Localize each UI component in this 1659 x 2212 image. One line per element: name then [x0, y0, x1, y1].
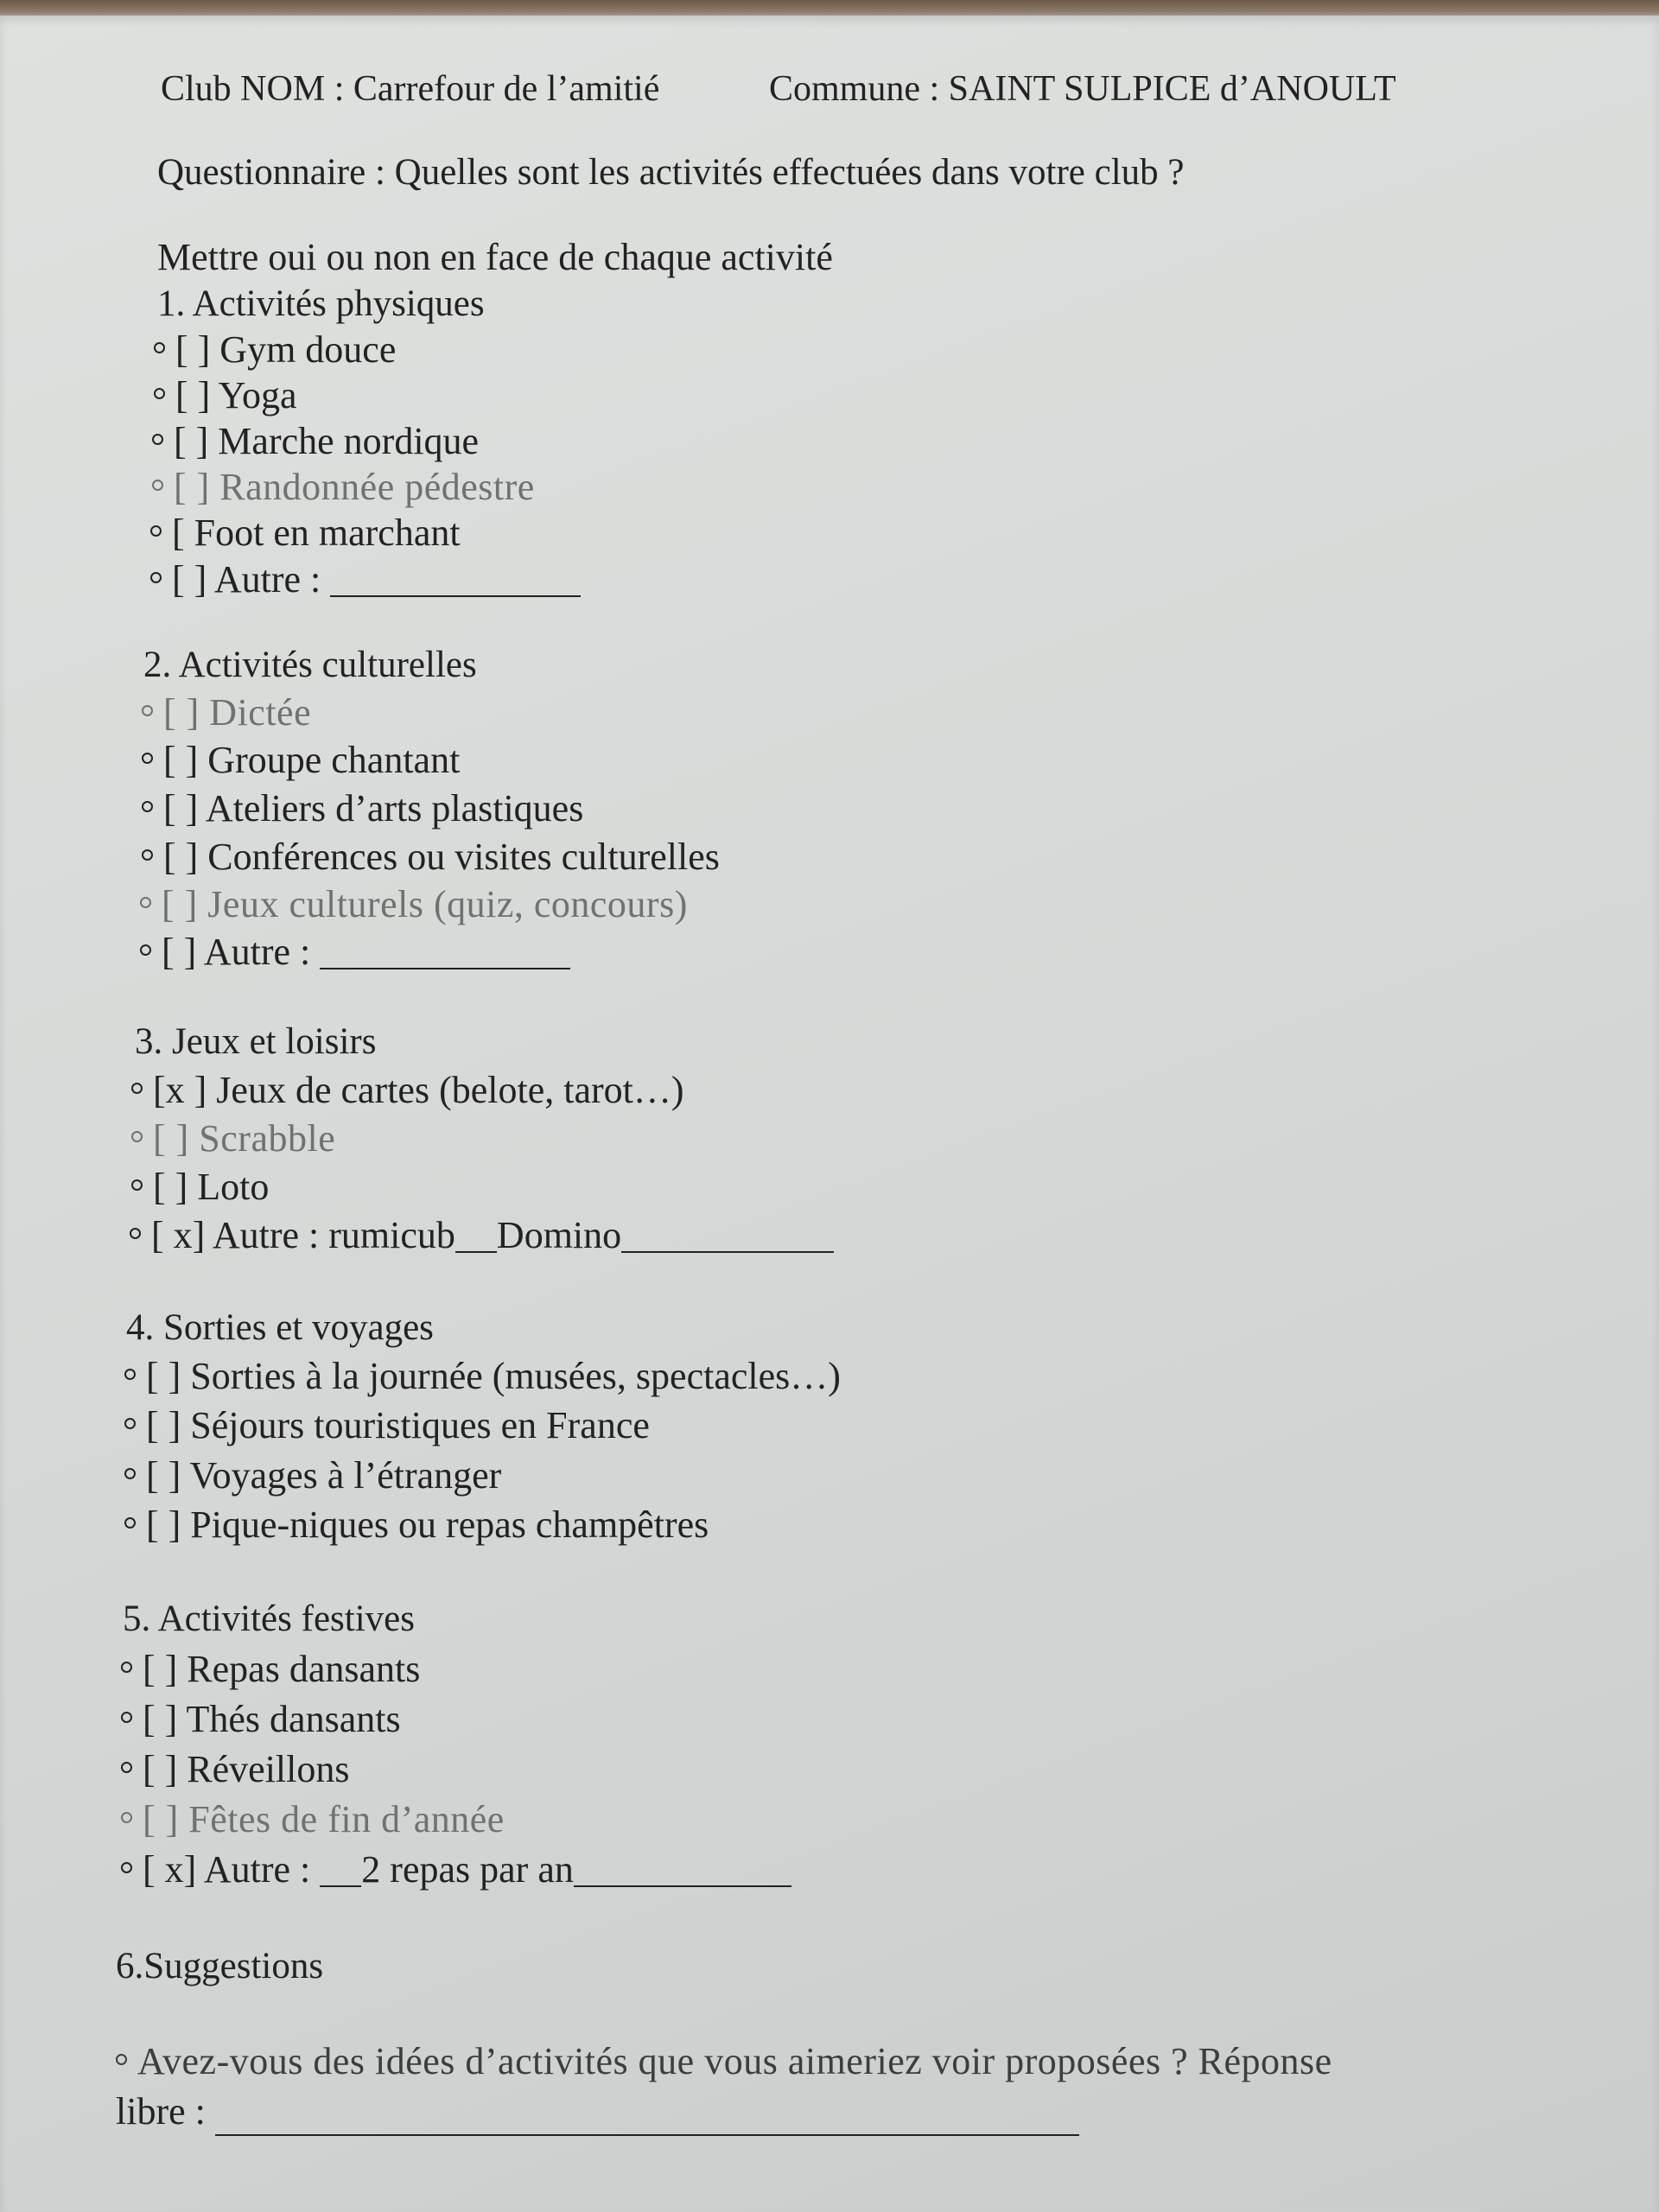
section-title: 5. Activités festives	[123, 1599, 415, 1639]
item-label: [ ] Thés dansants	[143, 1698, 401, 1740]
bullet-icon	[150, 525, 162, 537]
answer-blank	[330, 595, 581, 597]
club-name: Club NOM : Carrefour de l’amitié	[161, 69, 660, 109]
bullet-icon	[140, 944, 151, 956]
bullet-icon	[131, 1083, 143, 1094]
list-item	[121, 1798, 505, 1840]
item-label: [ ] Gym douce	[175, 328, 397, 371]
list-item	[124, 1404, 650, 1446]
list-item	[152, 420, 480, 462]
answer-blank	[320, 968, 570, 969]
bullet-icon	[150, 572, 162, 583]
bullet-icon	[121, 1712, 132, 1723]
list-item	[140, 883, 688, 925]
bullet-icon	[142, 849, 153, 861]
item-label: [ ] Conférences ou visites culturelles	[163, 836, 720, 878]
answer-text: Domino	[496, 1214, 622, 1256]
item-label: [ ] Séjours touristiques en France	[146, 1404, 650, 1446]
list-item	[152, 468, 535, 506]
list-item	[121, 1700, 401, 1738]
list-item	[130, 1214, 834, 1256]
list-item	[124, 1503, 709, 1546]
list-item	[154, 374, 297, 416]
list-item	[142, 787, 584, 830]
bullet-icon	[140, 897, 151, 908]
list-item	[154, 328, 397, 371]
bullet-icon	[124, 1468, 136, 1479]
bullet-icon	[131, 1131, 143, 1142]
item-label: [ ] Jeux culturels (quiz, concours)	[162, 883, 688, 925]
list-item	[150, 558, 581, 601]
bullet-icon	[116, 2054, 127, 2065]
item-label: [ ] Autre :	[172, 558, 321, 601]
list-item	[131, 1117, 336, 1160]
list-item	[140, 933, 570, 971]
list-item	[121, 1848, 791, 1891]
section-title: 3. Jeux et loisirs	[135, 1021, 377, 1062]
section-title: 2. Activités culturelles	[143, 645, 477, 685]
list-item	[131, 1071, 684, 1109]
item-label: [ ] Réveillons	[143, 1748, 350, 1790]
bullet-icon	[154, 342, 165, 353]
instruction-text: Mettre oui ou non en face de chaque activité	[157, 236, 833, 278]
list-item	[121, 1650, 420, 1688]
list-item	[124, 1454, 502, 1497]
bullet-icon	[152, 434, 163, 445]
item-label: [ Foot en marchant	[172, 512, 461, 554]
bullet-icon	[142, 753, 153, 764]
bullet-icon	[121, 1862, 132, 1873]
item-label: [ ] Voyages à l’étranger	[146, 1454, 502, 1497]
bullet-icon	[121, 1762, 132, 1773]
list-item	[142, 838, 720, 876]
answer-blank	[455, 1251, 497, 1253]
answer-blank	[574, 1885, 791, 1887]
item-label: [ ] Autre :	[162, 931, 311, 973]
questionnaire-title: Questionnaire : Quelles sont les activités effectuées dans votre club ?	[157, 152, 1185, 193]
item-label: [ x] Autre :	[143, 1848, 311, 1891]
answer-blank	[621, 1251, 834, 1253]
item-label: [ ] Pique-niques ou repas champêtres	[146, 1503, 709, 1546]
bullet-icon	[130, 1228, 141, 1239]
answer-text: 2 repas par an	[361, 1848, 574, 1891]
commune-name: Commune : SAINT SULPICE d’ANOULT	[769, 69, 1396, 109]
item-label: [ ] Fêtes de fin d’année	[143, 1798, 505, 1840]
section-title: 1. Activités physiques	[157, 283, 485, 324]
item-label: [ ] Sorties à la journée (musées, spectacles…)	[146, 1355, 841, 1397]
section-title: 4. Sorties et voyages	[126, 1307, 434, 1348]
answer-blank	[320, 1885, 361, 1887]
item-label: Avez-vous des idées d’activités que vous aimeriez voir proposées ? Réponse	[137, 2040, 1332, 2082]
bullet-icon	[124, 1418, 136, 1429]
section-title: 6.Suggestions	[116, 1946, 324, 1986]
item-label: [ ] Loto	[153, 1166, 270, 1208]
bullet-icon	[131, 1179, 143, 1191]
bullet-icon	[121, 1662, 132, 1673]
item-label: [ ] Groupe chantant	[163, 739, 461, 781]
item-label: [ ] Dictée	[163, 691, 312, 734]
bullet-icon	[124, 1369, 136, 1380]
bullet-icon	[124, 1517, 136, 1529]
list-item	[142, 691, 312, 734]
list-item	[131, 1168, 269, 1206]
bullet-icon	[142, 705, 153, 716]
item-label: [ ] Randonnée pédestre	[174, 466, 535, 508]
item-label: [ ] Scrabble	[153, 1117, 336, 1160]
item-label: [ ] Yoga	[175, 374, 297, 416]
item-label: libre :	[116, 2090, 206, 2133]
item-label: [ ] Ateliers d’arts plastiques	[163, 787, 584, 830]
list-item	[116, 2040, 1332, 2082]
list-item	[116, 2090, 1079, 2133]
bullet-icon	[142, 801, 153, 812]
list-item	[124, 1357, 841, 1395]
bullet-icon	[154, 388, 165, 399]
item-label: [x ] Jeux de cartes (belote, tarot…)	[153, 1069, 684, 1111]
bullet-icon	[121, 1812, 132, 1823]
answer-blank	[215, 2134, 1079, 2136]
list-item	[121, 1748, 350, 1790]
item-label: [ x] Autre : rumicub	[151, 1214, 455, 1256]
item-label: [ ] Repas dansants	[143, 1648, 421, 1690]
list-item	[142, 741, 460, 779]
list-item	[150, 514, 461, 552]
item-label: [ ] Marche nordique	[174, 420, 480, 462]
bullet-icon	[152, 480, 163, 491]
